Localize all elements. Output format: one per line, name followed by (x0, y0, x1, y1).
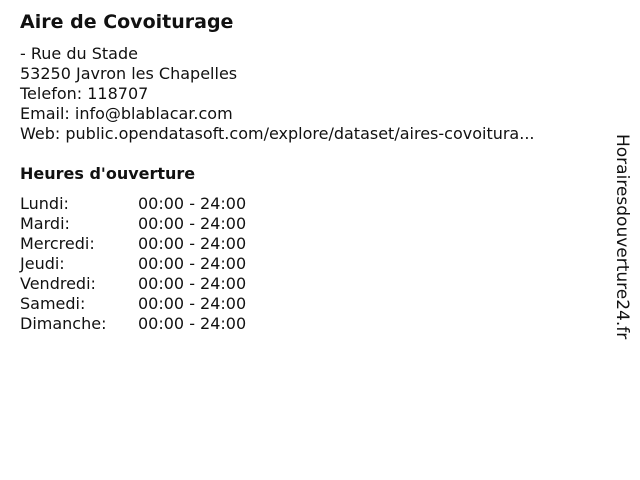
hours-day: Lundi: (20, 194, 69, 213)
hours-day: Samedi: (20, 294, 86, 313)
opening-hours-table (20, 194, 268, 334)
hours-time: 00:00 - 24:00 (138, 254, 247, 273)
hours-row-saturday (20, 294, 268, 314)
hours-row-thursday (20, 254, 268, 274)
hours-time: 00:00 - 24:00 (138, 314, 247, 333)
hours-day: Mercredi: (20, 234, 95, 253)
hours-day: Dimanche: (20, 314, 107, 333)
hours-time: 00:00 - 24:00 (138, 274, 247, 293)
business-name: Aire de Covoiturage (20, 11, 234, 33)
hours-time: 00:00 - 24:00 (138, 214, 247, 233)
hours-day: Jeudi: (20, 254, 65, 273)
hours-time: 00:00 - 24:00 (138, 194, 247, 213)
hours-time: 00:00 - 24:00 (138, 234, 247, 253)
hours-row-monday (20, 194, 268, 214)
hours-day: Mardi: (20, 214, 70, 233)
city-address: 53250 Javron les Chapelles (20, 64, 238, 83)
email-line[interactable]: Email: info@blablacar.com (20, 104, 233, 123)
hours-row-friday (20, 274, 268, 294)
hours-time: 00:00 - 24:00 (138, 294, 247, 313)
hours-row-sunday (20, 314, 268, 334)
hours-row-tuesday (20, 214, 268, 234)
opening-hours-heading: Heures d'ouverture (20, 164, 196, 183)
hours-day: Vendredi: (20, 274, 96, 293)
hours-row-wednesday (20, 234, 268, 254)
website-line[interactable]: Web: public.opendatasoft.com/explore/dataset/aires-covoitura... (20, 124, 535, 143)
street-address: - Rue du Stade (20, 44, 138, 63)
business-contact-block (20, 44, 535, 144)
site-brand-vertical: Horairesdouverture24.fr (612, 134, 632, 340)
phone-line[interactable]: Telefon: 118707 (20, 84, 149, 103)
